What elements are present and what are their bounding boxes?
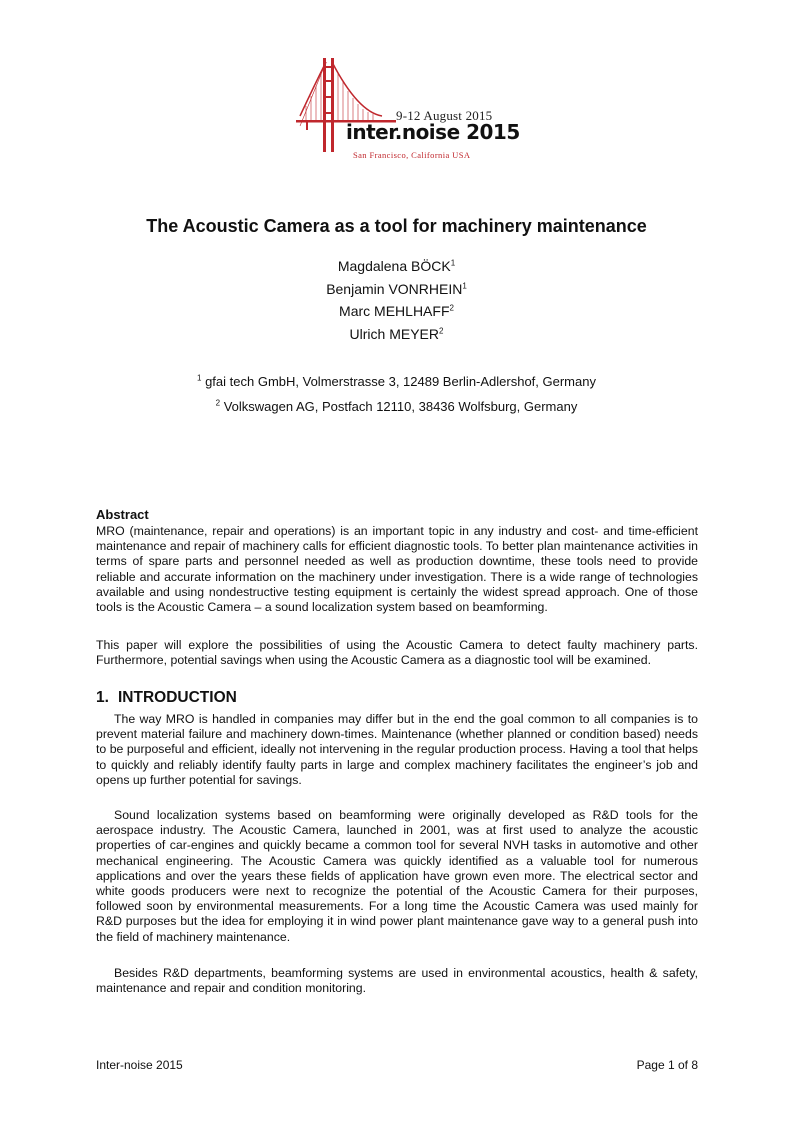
affiliation-text: Volkswagen AG, Postfach 12110, 38436 Wolfsburg, Germany	[220, 399, 578, 414]
page-number: Page 1 of 8	[636, 1058, 698, 1072]
paper-title: The Acoustic Camera as a tool for machinery maintenance	[146, 216, 647, 236]
body-paragraph: The way MRO is handled in companies may differ but in the end the goal common to all companies is to prevent material failure and machinery down-times. Maintenance (whether planned or condition based) needs to be purposeful and efficient, ideally not intervening in the regular production process. Having a tool that helps to quickly and reliably identify faulty parts in large and complex machinery facilitates the engineer’s job and opens up further potential for savings.	[96, 712, 698, 787]
section-heading	[96, 689, 698, 707]
abstract-heading: Abstract	[96, 507, 149, 522]
author-affiliation-mark: 2	[449, 303, 454, 313]
affiliation-mark: 2	[215, 398, 221, 408]
abstract-paragraph: MRO (maintenance, repair and operations) is an important topic in any industry and cost- and time-efficient maintenance and repair of machinery calls for efficient diagnostic tools. To better plan maintenance activities in terms of spare parts and personnel needed as well as production downtime, these tools need to provide reliable and accurate information on the machinery under investigation. There is a wide range of technologies available and using nondestructive testing equipment is certainly the widest spread approach. One of those tools is the Acoustic Camera – a sound localization system based on beamforming.	[96, 524, 698, 615]
author	[0, 255, 793, 278]
body-paragraph: Sound localization systems based on beamforming were originally developed as R&D tools for the aerospace industry. The Acoustic Camera, launched in 2001, was at first used to analyze the acoustic properties of car-engines and quickly became a common tool for several NVH tasks in automotive and other mechanical engineering. The Acoustic Camera was quickly identified as a valuable tool for numerous applications and over the years these fields of application have grown even more. The electrical sector and white goods producers were next to recognize the potential of the Acoustic Camera for their purposes, followed soon by environmental measurements. For a long time the Acoustic Camera was used mainly for R&D purposes but the idea for employing it in wind power plant maintenance gave way to a general push into the field of machinery maintenance.	[96, 808, 698, 944]
author-affiliation-mark: 1	[450, 258, 456, 268]
footer-conference: Inter-noise 2015	[96, 1058, 183, 1072]
affiliation	[0, 374, 793, 389]
abstract-paragraph: This paper will explore the possibilities of using the Acoustic Camera to detect faulty machinery parts. Furthermore, potential savings when using the Acoustic Camera as a diagnostic tool will be examined.	[96, 638, 698, 668]
author	[0, 300, 793, 323]
author-name: Benjamin VONRHEIN	[326, 280, 463, 297]
conference-date: 9-12 August 2015	[396, 108, 493, 123]
author	[0, 323, 793, 346]
author-name: Magdalena BÖCK	[337, 258, 451, 274]
section-title: INTRODUCTION	[118, 689, 237, 706]
affiliation-text: gfai tech GmbH, Volmerstrasse 3, 12489 Berlin-Adlershof, Germany	[201, 374, 596, 389]
author-affiliation-mark: 1	[462, 280, 467, 290]
section-number: 1.	[96, 689, 109, 706]
affiliation	[0, 399, 793, 414]
author-list	[0, 255, 793, 345]
conference-name: inter.noise 2015	[346, 120, 520, 144]
author-name: Marc MEHLHAFF	[339, 303, 450, 319]
body-paragraph: Besides R&D departments, beamforming systems are used in environmental acoustics, health & safety, maintenance and repair and condition monitoring.	[96, 966, 698, 996]
affiliation-mark: 1	[197, 373, 202, 383]
author-affiliation-mark: 2	[439, 325, 444, 335]
conference-location: San Francisco, California USA	[353, 150, 471, 160]
author-name: Ulrich MEYER	[349, 325, 439, 342]
author	[0, 278, 793, 301]
conference-logo	[296, 56, 520, 162]
